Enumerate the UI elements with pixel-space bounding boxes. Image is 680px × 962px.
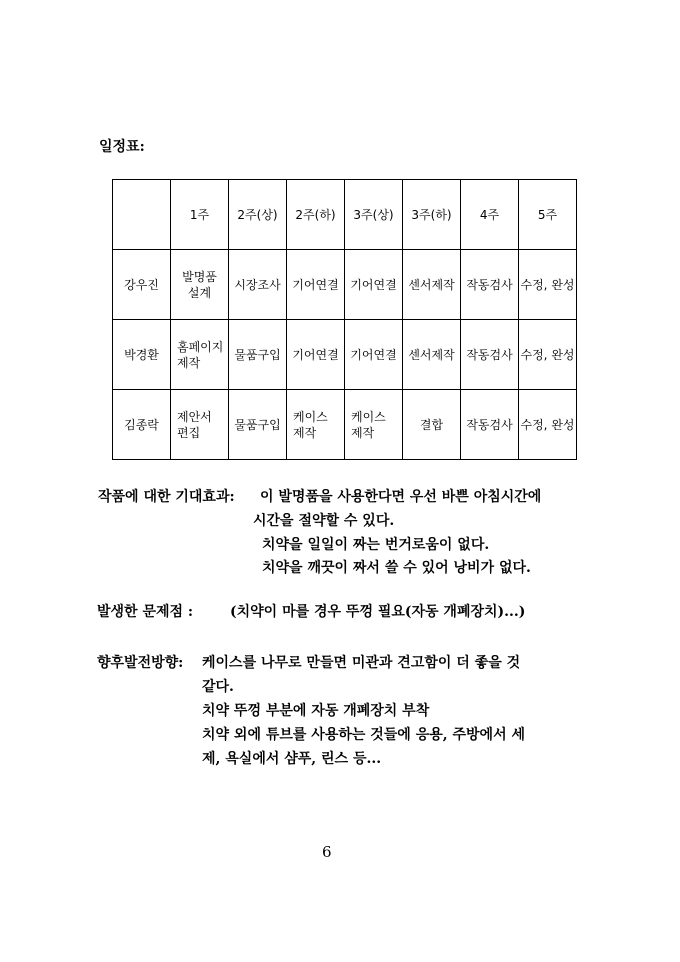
effects-line-3: 치약을 일일이 짜는 번거로움이 없다. <box>262 537 490 553</box>
task-cell: 발명품 설계 <box>171 250 229 320</box>
improvements-line-4: 치약 외에 튜브를 사용하는 것들에 응용, 주방에서 세 <box>202 727 525 743</box>
table-row <box>113 320 577 390</box>
task-cell: 기어연결 <box>287 320 345 390</box>
problems-text: (치약이 마를 경우 뚜껑 필요(자동 개폐장치)...) <box>230 604 526 620</box>
schedule-table <box>112 179 577 460</box>
member-name: 강우진 <box>113 250 171 320</box>
task-cell: 수정, 완성 <box>519 390 577 460</box>
task-cell: 센서제작 <box>403 250 461 320</box>
task-cell: 홈페이지 제작 <box>171 320 229 390</box>
task-cell: 작동검사 <box>461 320 519 390</box>
task-cell: 기어연결 <box>345 320 403 390</box>
table-header-row <box>113 180 577 250</box>
task-cell: 센서제작 <box>403 320 461 390</box>
schedule-title: 일정표: <box>99 139 145 155</box>
task-cell: 제안서 편집 <box>171 390 229 460</box>
effects-line-1: 이 발명품을 사용한다면 우선 바쁜 아침시간에 <box>260 489 542 505</box>
task-cell: 물품구입 <box>229 390 287 460</box>
improvements-line-2: 같다. <box>202 679 234 695</box>
improvements-label: 향후발전방향: <box>97 655 184 671</box>
task-cell: 물품구입 <box>229 320 287 390</box>
effects-line-2: 시간을 절약할 수 있다. <box>253 513 395 529</box>
header-cell-week1: 1주 <box>171 180 229 250</box>
task-cell: 결합 <box>403 390 461 460</box>
improvements-line-5: 제, 욕실에서 샴푸, 린스 등... <box>202 751 382 767</box>
problems-label: 발생한 문제점 : <box>97 604 194 620</box>
task-cell: 기어연결 <box>287 250 345 320</box>
task-cell: 작동검사 <box>461 390 519 460</box>
task-cell: 케이스 제작 <box>345 390 403 460</box>
page-number: 6 <box>322 843 332 861</box>
member-name: 김종락 <box>113 390 171 460</box>
effects-label: 작품에 대한 기대효과: <box>98 489 235 505</box>
table-row <box>113 390 577 460</box>
task-cell: 수정, 완성 <box>519 250 577 320</box>
header-cell-week3b: 3주(하) <box>403 180 461 250</box>
improvements-line-1: 케이스를 나무로 만들면 미관과 견고함이 더 좋을 것 <box>202 655 521 671</box>
task-cell: 시장조사 <box>229 250 287 320</box>
task-cell: 수정, 완성 <box>519 320 577 390</box>
header-cell-empty <box>113 180 171 250</box>
improvements-line-3: 치약 뚜껑 부분에 자동 개폐장치 부착 <box>202 703 430 719</box>
table-row <box>113 250 577 320</box>
header-cell-week2b: 2주(하) <box>287 180 345 250</box>
member-name: 박경환 <box>113 320 171 390</box>
effects-line-4: 치약을 깨끗이 짜서 쓸 수 있어 낭비가 없다. <box>262 560 531 576</box>
header-cell-week4: 4주 <box>461 180 519 250</box>
header-cell-week2a: 2주(상) <box>229 180 287 250</box>
header-cell-week5: 5주 <box>519 180 577 250</box>
task-cell: 케이스 제작 <box>287 390 345 460</box>
header-cell-week3a: 3주(상) <box>345 180 403 250</box>
task-cell: 기어연결 <box>345 250 403 320</box>
task-cell: 작동검사 <box>461 250 519 320</box>
